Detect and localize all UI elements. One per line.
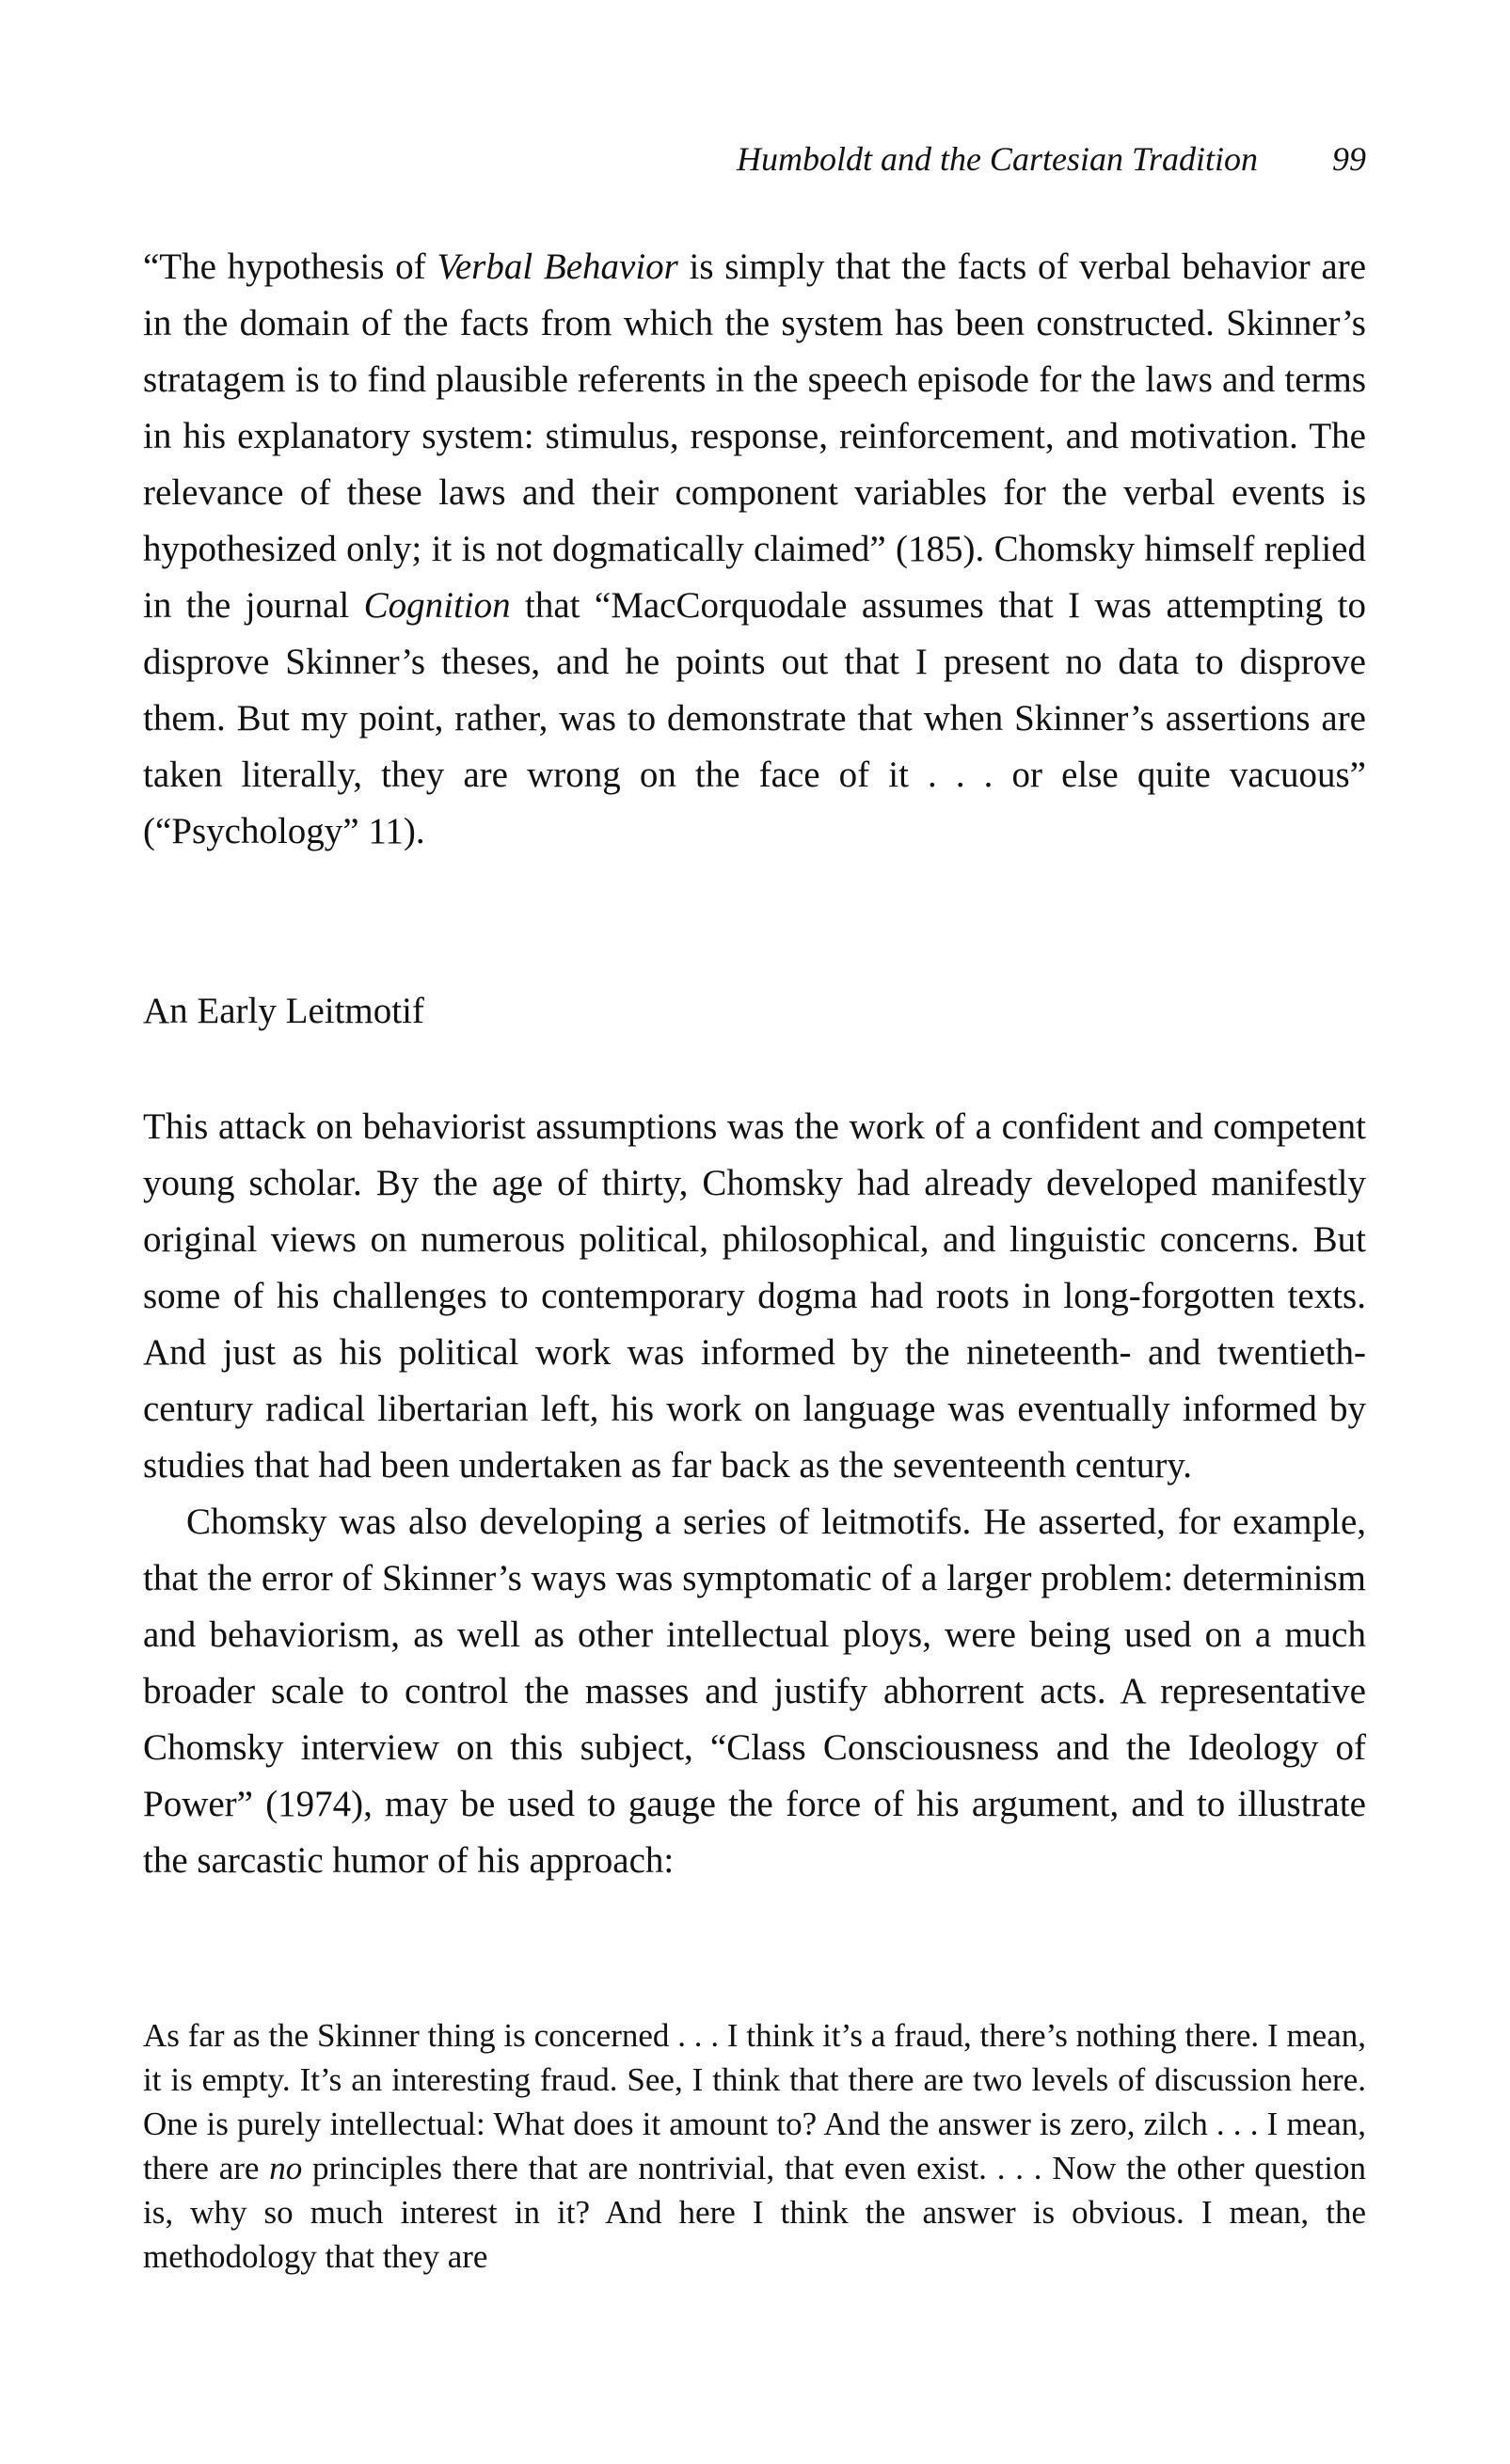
text-run: “The hypothesis of xyxy=(143,246,437,287)
book-title-verbal-behavior: Verbal Behavior xyxy=(437,246,678,287)
paragraph xyxy=(143,239,1366,860)
running-header xyxy=(143,139,1366,196)
section-body xyxy=(143,1099,1366,1889)
running-title: Humboldt and the Cartesian Tradition xyxy=(736,140,1258,178)
text-run: As far as the Skinner thing is concerned . . . I think it’s a fraud, there’s nothing there. I mean, it is empty. It’s an interesting fraud. See, I think that there are two levels of discussion here. One is purely intellectual: What does it amount to? And the answer is zero, zilch . . . I mean, there are xyxy=(143,2017,1366,2186)
paragraph-first: This attack on behaviorist assumptions was the work of a confident and competent young scholar. By the age of thirty, Chomsky had already developed manifestly original views on numerous political, philosophical, and linguistic concerns. But some of his challenges to contemporary dogma had roots in long-forgotten texts. And just as his political work was informed by the nineteenth- and twentieth-century radical libertarian left, his work on language was eventually informed by studies that had been undertaken as far back as the seventeenth century. xyxy=(143,1106,1366,1486)
page-number: 99 xyxy=(1332,140,1366,178)
text-run: is simply that the facts of verbal behavior are in the domain of the facts from which the system has been constructed. Skinner’s stratagem is to find plausible referents in the speech episode for the laws and terms in his explanatory system: stimulus, response, reinforcement, and motivation. The relevance of these laws and their component variables for the verbal events is hypothesized only; it is not dogmatically claimed” (185). Chomsky himself replied in the journal xyxy=(143,246,1367,626)
section-heading: An Early Leitmotif xyxy=(143,991,424,1031)
continued-quote-paragraph xyxy=(143,239,1366,860)
journal-title-cognition: Cognition xyxy=(363,585,511,626)
block-quote xyxy=(143,2013,1366,2279)
text-run: that “MacCorquodale assumes that I was attempting to disprove Skinner’s theses, and he points out that I present no data to disprove them. But my point, rather, was to demonstrate that when Skinner’s assertions are taken literally, they are wrong on the face of it . . . or else quite vacuous” (“Psychology” 11). xyxy=(143,585,1366,851)
emphasis-no: no xyxy=(269,2150,303,2186)
text-run: principles there that are nontrivial, that even exist. . . . Now the other question is, why so much interest in it? And here I think the answer is obvious. I mean, the methodology that they are xyxy=(143,2150,1366,2275)
paragraph-second: Chomsky was also developing a series of leitmotifs. He asserted, for example, that the error of Skinner’s ways was symptomatic of a larger problem: determinism and behaviorism, as well as other intellectual ploys, were being used on a much broader scale to control the masses and justify abhorrent acts. A representative Chomsky interview on this subject, “Class Consciousness and the Ideology of Power” (1974), may be used to gauge the force of his argument, and to illustrate the sarcastic humor of his approach: xyxy=(143,1502,1366,1881)
